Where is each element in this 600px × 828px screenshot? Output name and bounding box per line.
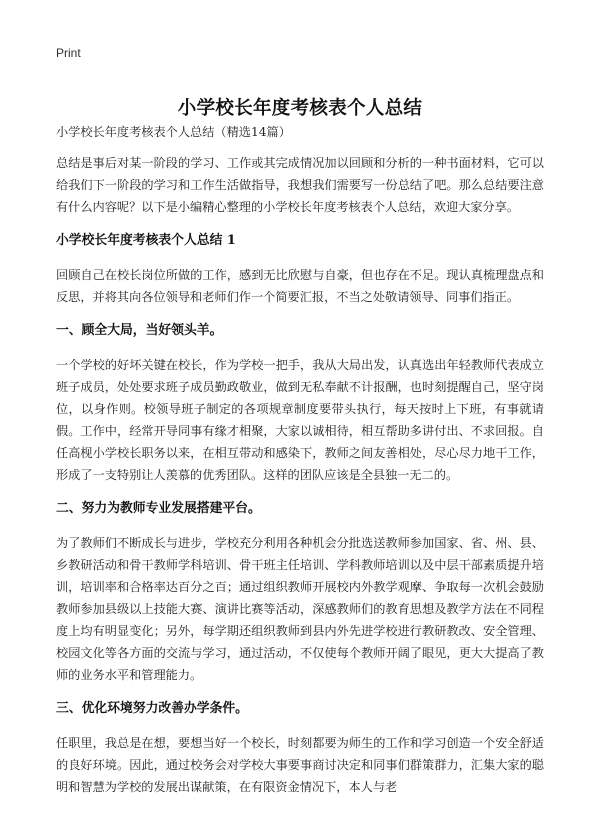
document-subtitle: 小学校长年度考核表个人总结（精选14篇） [56, 125, 291, 139]
heading-2: 二、努力为教师专业发展搭建平台。 [56, 501, 261, 516]
document-body [56, 121, 544, 810]
print-link[interactable]: Print [56, 46, 81, 60]
section-heading: 小学校长年度考核表个人总结 1 [56, 233, 236, 248]
intro-paragraph: 总结是事后对某一阶段的学习、工作或其完成情况加以回顾和分析的一种书面材料，它可以给我们下一阶段的学习和工作生活做指导，我想我们需要写一份总结了吧。那么总结要注意有什么内容呢？以下是小编精心整理的小学校长年度考核表个人总结，欢迎大家分享。 [56, 156, 544, 214]
paragraph-2: 为了教师们不断成长与进步，学校充分利用各种机会分批选送教师参加国家、省、州、县、乡教研活动和骨干教师学科培训、骨干班主任培训、学科教师培训以及中层干部素质提升培训，培训率和合格率达百分之百；通过组织教师开展校内外教学观摩、争取每一次机会鼓励教师参加县级以上技能大赛、演讲比赛等活动，深感教师们的教育思想及教学方法在不同程度上均有明显变化；另外，每学期还组织教师到县内外先进学校进行教研教改、安全管理、校园文化等各方面的交流与学习，通过活动，不仅使每个教师开阔了眼见，更大大提高了教师的业务水平和管理能力。 [56, 536, 544, 682]
heading-3: 三、优化环境努力改善办学条件。 [56, 701, 248, 716]
heading-1: 一、顾全大局，当好领头羊。 [56, 323, 223, 338]
paragraph-3: 任职里，我总是在想，要想当好一个校长，时刻都要为师生的工作和学习创造一个安全舒适的良好环境。因此，通过校务会对学校大事要事商讨决定和同事们群策群力，汇集大家的聪明和智慧为学校的发展出谋献策，在有限资金情况下，本人与老 [56, 736, 544, 794]
page-title: 小学校长年度考核表个人总结 [177, 98, 423, 120]
paragraph-1: 一个学校的好坏关键在校长，作为学校一把手，我从大局出发，认真选出年轻教师代表成立班子成员，处处要求班子成员勤政敬业，做到无私奉献不计报酬，也时刻提醒自己，坚守岗位，以身作则。校领导班子制定的各项规章制度要带头执行，每天按时上下班，有事就请假。工作中，经常开导同事有缘才相聚，大家以诚相待，相互帮助多讲付出、不求回报。自任高枧小学校长职务以来，在相互带动和感染下，教师之间友善相处，尽心尽力地干工作，形成了一支特别让人羡慕的优秀团队。这样的团队应该是全县独一无二的。 [56, 358, 544, 482]
section-intro-paragraph: 回顾自己在校长岗位所做的工作，感到无比欣慰与自豪，但也存在不足。现认真梳理盘点和反思，并将其向各位领导和老师们作一个简要汇报，不当之处敬请领导、同事们指正。 [56, 268, 544, 304]
